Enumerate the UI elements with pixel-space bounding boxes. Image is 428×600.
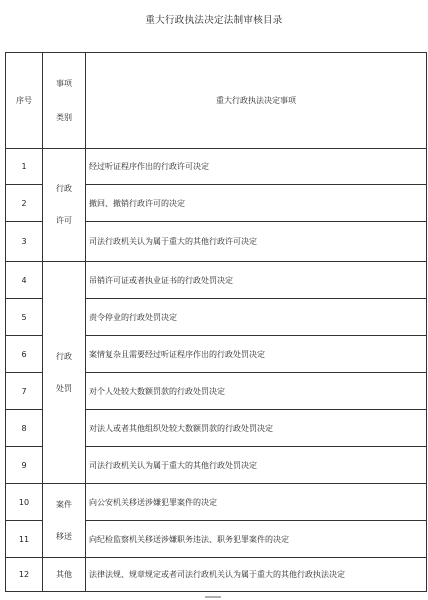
header-item: 重大行政执法决定事项 [86, 53, 427, 149]
table-row [6, 149, 427, 185]
category-line1: 行政 [56, 351, 72, 361]
row-item: 经过听证程序作出的行政许可决定 [86, 149, 427, 185]
review-catalog-table [5, 52, 427, 592]
category-line2: 移送 [56, 531, 72, 541]
table-header-row [6, 53, 427, 149]
table-row [6, 262, 427, 299]
row-number: 9 [6, 447, 43, 484]
row-number: 4 [6, 262, 43, 299]
row-number: 2 [6, 185, 43, 222]
row-item: 向纪检监察机关移送涉嫌职务违法、职务犯罪案件的决定 [86, 521, 427, 558]
category-licensing [43, 149, 86, 262]
row-item: 对个人处较大数额罚款的行政处罚决定 [86, 373, 427, 410]
row-item: 撤回、撤销行政许可的决定 [86, 185, 427, 222]
header-number: 序号 [6, 53, 43, 149]
table-row [6, 484, 427, 521]
header-category-line2: 类别 [56, 112, 72, 122]
category-line1: 其他 [56, 569, 72, 579]
category-line1: 案件 [56, 499, 72, 509]
category-line1: 行政 [56, 184, 72, 194]
row-item: 对法人或者其他组织处较大数额罚款的行政处罚决定 [86, 410, 427, 447]
category-transfer [43, 484, 86, 558]
row-item: 责令停业的行政处罚决定 [86, 299, 427, 336]
document-title: 重大行政执法决定法制审核目录 [145, 15, 283, 26]
category-line2: 处罚 [56, 383, 72, 393]
row-number: 6 [6, 336, 43, 373]
row-item: 案情复杂且需要经过听证程序作出的行政处罚决定 [86, 336, 427, 373]
row-number: 3 [6, 222, 43, 262]
row-item: 司法行政机关认为属于重大的其他行政许可决定 [86, 222, 427, 262]
row-number: 12 [6, 558, 43, 592]
page-edge-mark [205, 596, 221, 598]
header-category-line1: 事项 [56, 78, 72, 88]
row-item: 向公安机关移送涉嫌犯罪案件的决定 [86, 484, 427, 521]
row-number: 5 [6, 299, 43, 336]
category-other [43, 558, 86, 592]
row-number: 11 [6, 521, 43, 558]
category-penalty [43, 262, 86, 484]
header-category [43, 53, 86, 149]
row-item: 司法行政机关认为属于重大的其他行政处罚决定 [86, 447, 427, 484]
row-item: 法律法规、规章规定或者司法行政机关认为属于重大的其他行政执法决定 [86, 558, 427, 592]
row-number: 10 [6, 484, 43, 521]
row-number: 1 [6, 149, 43, 185]
row-item: 吊销许可证或者执业证书的行政处罚决定 [86, 262, 427, 299]
row-number: 8 [6, 410, 43, 447]
row-number: 7 [6, 373, 43, 410]
category-line2: 许可 [56, 216, 72, 225]
table-row [6, 558, 427, 592]
